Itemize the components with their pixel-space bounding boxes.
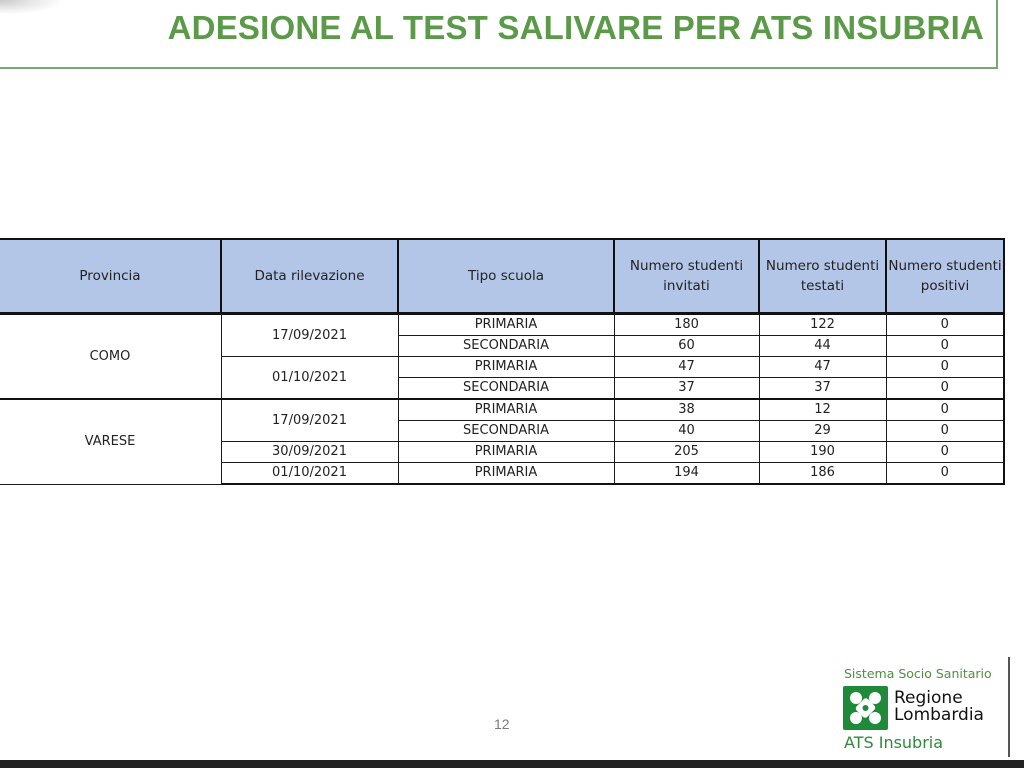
- cell-testati: 122: [759, 314, 886, 336]
- header-studenti-invitati: Numero studenti invitati: [614, 239, 759, 314]
- header-data-rilevazione: Data rilevazione: [221, 239, 398, 314]
- cell-tipo: SECONDARIA: [398, 378, 614, 400]
- cell-invitati: 47: [614, 357, 759, 378]
- cell-testati: 29: [759, 421, 886, 442]
- cell-date: 17/09/2021: [221, 314, 398, 357]
- title-bar: [0, 0, 998, 69]
- cell-invitati: 194: [614, 463, 759, 485]
- page-number: 12: [494, 716, 510, 732]
- cell-positivi: 0: [886, 314, 1004, 336]
- cell-tipo: PRIMARIA: [398, 357, 614, 378]
- cell-tipo: SECONDARIA: [398, 421, 614, 442]
- logo-ats-text: ATS Insubria: [844, 733, 944, 752]
- cell-testati: 47: [759, 357, 886, 378]
- cell-tipo: SECONDARIA: [398, 336, 614, 357]
- cell-date: 01/10/2021: [221, 357, 398, 400]
- cell-tipo: PRIMARIA: [398, 442, 614, 463]
- cell-tipo: PRIMARIA: [398, 314, 614, 336]
- cell-positivi: 0: [886, 463, 1004, 485]
- bottom-bar: [0, 760, 1024, 768]
- cell-tipo: PRIMARIA: [398, 463, 614, 485]
- cell-date: 30/09/2021: [221, 442, 398, 463]
- cell-invitati: 205: [614, 442, 759, 463]
- table-row: [0, 314, 1004, 336]
- table-header-row: [0, 239, 1004, 314]
- cell-testati: 190: [759, 442, 886, 463]
- logo-divider: [1008, 657, 1010, 757]
- cell-testati: 186: [759, 463, 886, 485]
- header-provincia: Provincia: [0, 239, 221, 314]
- cell-invitati: 180: [614, 314, 759, 336]
- header-studenti-positivi: Numero studenti positivi: [886, 239, 1004, 314]
- cell-positivi: 0: [886, 336, 1004, 357]
- cell-invitati: 60: [614, 336, 759, 357]
- cell-invitati: 37: [614, 378, 759, 400]
- logo-sistema-text: Sistema Socio Sanitario: [844, 666, 992, 681]
- cell-testati: 44: [759, 336, 886, 357]
- cell-invitati: 38: [614, 399, 759, 421]
- cell-provincia: VARESE: [0, 399, 221, 484]
- cell-positivi: 0: [886, 442, 1004, 463]
- regione-lombardia-rose-icon: [843, 686, 888, 730]
- cell-invitati: 40: [614, 421, 759, 442]
- cell-tipo: PRIMARIA: [398, 399, 614, 421]
- cell-positivi: 0: [886, 378, 1004, 400]
- cell-testati: 12: [759, 399, 886, 421]
- cell-testati: 37: [759, 378, 886, 400]
- header-studenti-testati: Numero studenti testati: [759, 239, 886, 314]
- logo-regione-text: Regione Lombardia: [894, 688, 984, 725]
- cell-provincia: COMO: [0, 314, 221, 400]
- header-tipo-scuola: Tipo scuola: [398, 239, 614, 314]
- table-row: [0, 399, 1004, 421]
- slide-title: ADESIONE AL TEST SALIVARE PER ATS INSUBRIA: [167, 9, 984, 46]
- cell-positivi: 0: [886, 421, 1004, 442]
- cell-date: 17/09/2021: [221, 399, 398, 442]
- cell-positivi: 0: [886, 357, 1004, 378]
- data-table: [0, 238, 1005, 485]
- cell-positivi: 0: [886, 399, 1004, 421]
- cell-date: 01/10/2021: [221, 463, 398, 485]
